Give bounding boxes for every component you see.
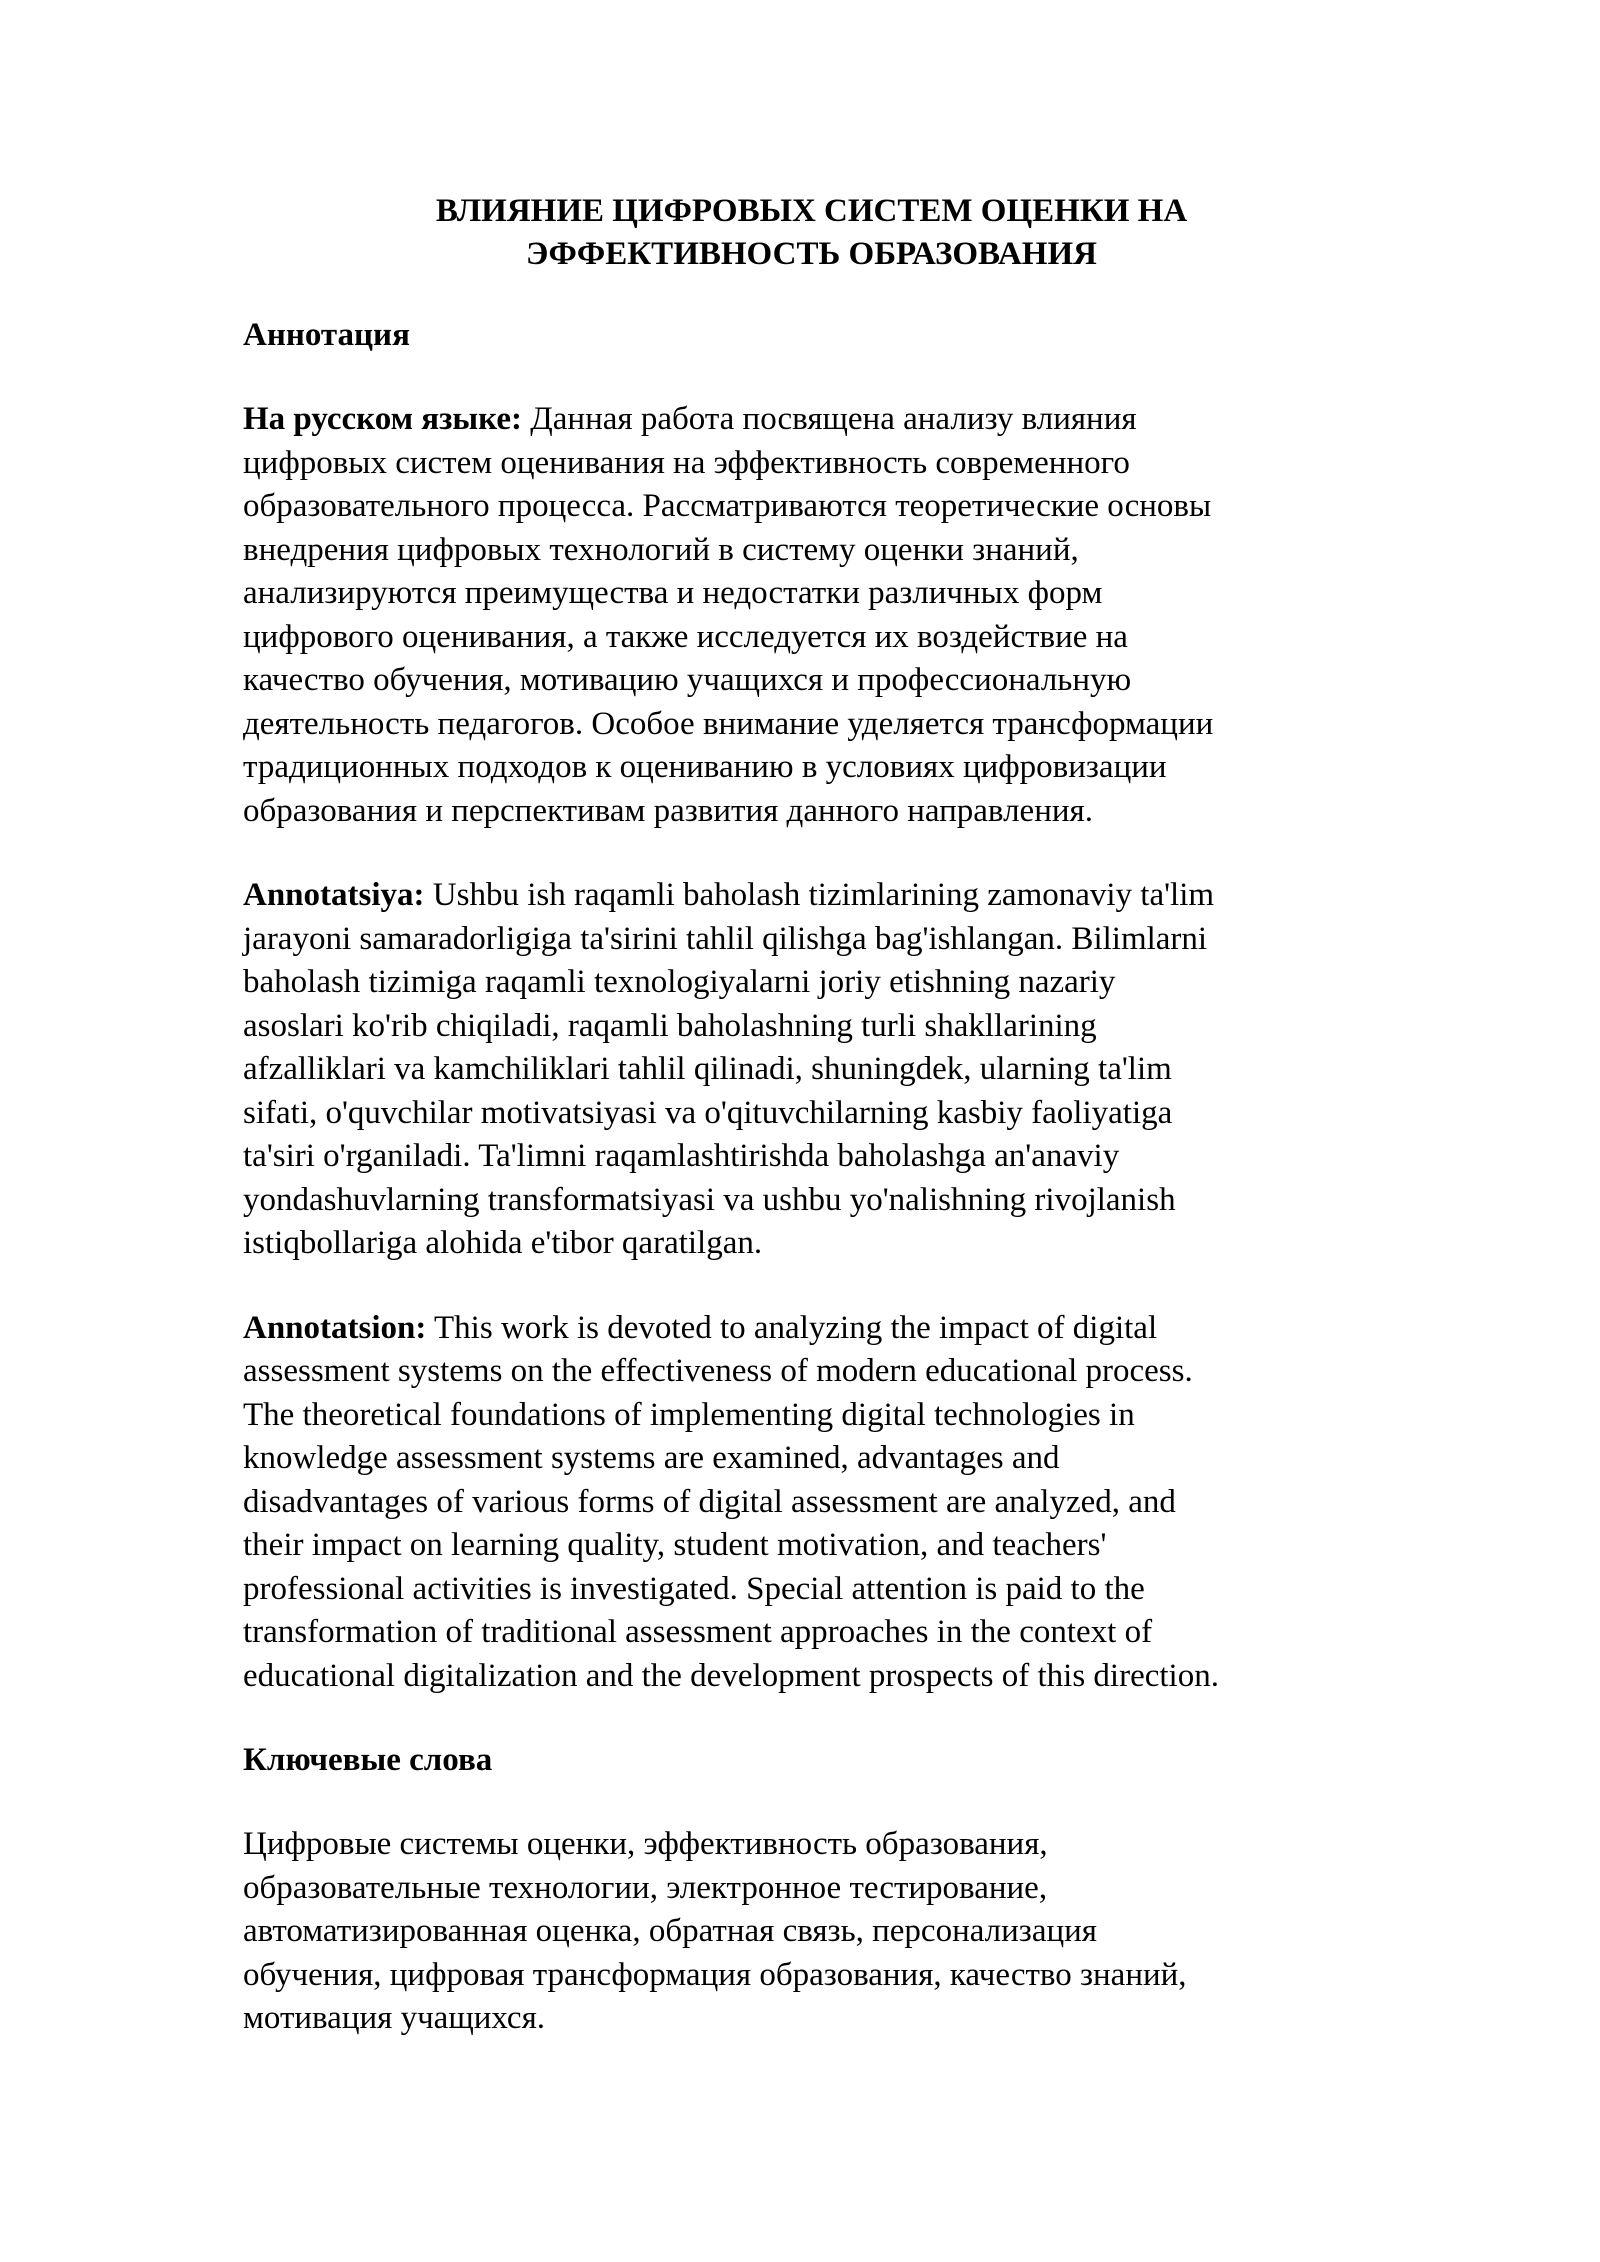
abstract-line: transformation of traditional assessment approaches in the context of xyxy=(243,1614,1153,1650)
keywords-paragraph xyxy=(243,1823,1380,2041)
abstract-line: assessment systems on the effectiveness of modern educational process. xyxy=(243,1353,1193,1389)
abstract-line: yondashuvlarning transformatsiyasi va ushbu yo'nalishning rivojlanish xyxy=(243,1181,1176,1218)
abstract-line: jarayoni samaradorligiga ta'sirini tahlil qilishga bag'ishlangan. Bilimlarni xyxy=(243,920,1208,957)
abstract-line xyxy=(243,874,1380,918)
abstract-line: образования и перспективам развития данного направления. xyxy=(243,792,1093,829)
abstract-line: afzalliklari va kamchiliklari tahlil qilinadi, shuningdek, ularning ta'lim xyxy=(243,1051,1172,1087)
title-line: ВЛИЯНИЕ ЦИФРОВЫХ СИСТЕМ ОЦЕНКИ НА xyxy=(435,193,1188,229)
abstract-english-label: Annotatsion: xyxy=(243,1309,427,1346)
abstract-uzbek xyxy=(243,874,1380,1266)
abstract-line: baholash tizimiga raqamli texnologiyalarni joriy etishning nazariy xyxy=(243,964,1116,1000)
abstract-text: Данная работа посвящена анализу влияния xyxy=(522,401,1137,437)
abstract-english xyxy=(243,1307,1380,1699)
abstract-line: деятельность педагогов. Особое внимание уделяется трансформации xyxy=(243,705,1214,742)
abstract-line: asoslari ko'rib chiqiladi, raqamli baholashning turli shakllarining xyxy=(243,1007,1097,1044)
abstract-line: цифровых систем оценивания на эффективность современного xyxy=(243,444,1130,481)
annotation-heading: Аннотация xyxy=(243,317,410,353)
keywords-line: обучения, цифровая трансформация образования, качество знаний, xyxy=(243,1956,1187,1993)
abstract-line: knowledge assessment systems are examined, advantages and xyxy=(243,1440,1060,1476)
abstract-line: образовательного процесса. Рассматриваются теоретические основы xyxy=(243,488,1212,524)
abstract-line xyxy=(243,1307,1380,1351)
abstract-line: istiqbollariga alohida e'tibor qaratilgan. xyxy=(243,1225,763,1261)
document-title xyxy=(243,190,1380,276)
abstract-russian-label: На русском языке: xyxy=(243,401,523,437)
abstract-line: disadvantages of various forms of digital assessment are analyzed, and xyxy=(243,1483,1176,1520)
keywords-line: мотивация учащихся. xyxy=(243,2000,546,2036)
document-content xyxy=(243,190,1380,2041)
abstract-line: educational digitalization and the development prospects of this direction. xyxy=(243,1657,1219,1694)
abstract-line: The theoretical foundations of implementing digital technologies in xyxy=(243,1396,1135,1433)
abstract-uzbek-label: Annotatsiya: xyxy=(243,877,425,913)
abstract-line: традиционных подходов к оцениванию в условиях цифровизации xyxy=(243,749,1167,785)
abstract-line: sifati, o'quvchilar motivatsiyasi va o'qituvchilarning kasbiy faoliyatiga xyxy=(243,1094,1173,1131)
abstract-line: ta'siri o'rganiladi. Ta'limni raqamlashtirishda baholashga an'anaviy xyxy=(243,1138,1120,1174)
abstract-line: анализируются преимущества и недостатки различных форм xyxy=(243,575,1103,611)
abstract-line: their impact on learning quality, student motivation, and teachers' xyxy=(243,1527,1107,1563)
abstract-line: внедрения цифровых технологий в систему оценки знаний, xyxy=(243,531,1079,568)
abstract-line: professional activities is investigated. Special attention is paid to the xyxy=(243,1570,1145,1607)
keywords-line: образовательные технологии, электронное тестирование, xyxy=(243,1869,1048,1906)
abstract-line: цифрового оценивания, а также исследуется их воздействие на xyxy=(243,618,1128,655)
abstract-russian xyxy=(243,398,1380,833)
abstract-text: This work is devoted to analyzing the impact of digital xyxy=(426,1309,1158,1346)
abstract-text: Ushbu ish raqamli baholash tizimlarining zamonaviy ta'lim xyxy=(424,877,1215,913)
keywords-line: Цифровые системы оценки, эффективность образования, xyxy=(243,1826,1048,1862)
keywords-heading: Ключевые слова xyxy=(243,1742,493,1778)
keywords-line: автоматизированная оценка, обратная связь, персонализация xyxy=(243,1913,1097,1949)
abstract-line xyxy=(243,398,1380,442)
abstract-line: качество обучения, мотивацию учащихся и профессиональную xyxy=(243,662,1132,698)
title-line: ЭФФЕКТИВНОСТЬ ОБРАЗОВАНИЯ xyxy=(526,236,1097,272)
